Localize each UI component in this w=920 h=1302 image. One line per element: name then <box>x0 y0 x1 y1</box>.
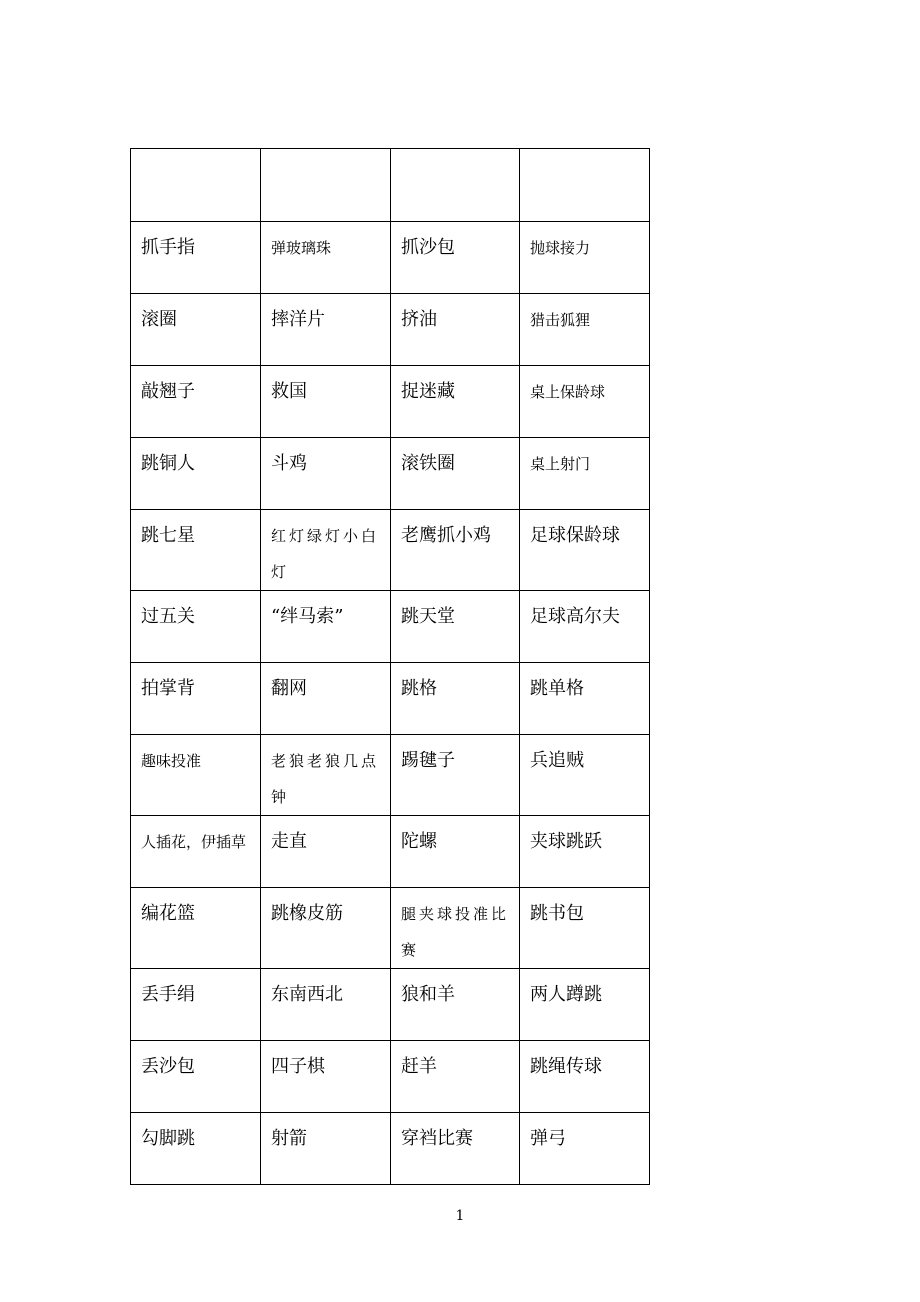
table-cell: 丢沙包 <box>131 1041 261 1113</box>
table-row <box>131 888 650 969</box>
table-row <box>131 294 650 366</box>
table-cell: 跳橡皮筋 <box>261 888 391 969</box>
table-cell: 红灯绿灯小白灯 <box>261 510 391 591</box>
table-cell: 跳格 <box>391 663 520 735</box>
table-row <box>131 1041 650 1113</box>
table-cell: 腿夹球投准比赛 <box>391 888 520 969</box>
table-cell: 救国 <box>261 366 391 438</box>
table-cell: 过五关 <box>131 591 261 663</box>
table-row <box>131 222 650 294</box>
table-cell: 走直 <box>261 816 391 888</box>
table-cell: 编花篮 <box>131 888 261 969</box>
table-cell: 老狼老狼几点钟 <box>261 735 391 816</box>
table-cell: 挤油 <box>391 294 520 366</box>
table-row <box>131 663 650 735</box>
table-cell: 兵追贼 <box>520 735 650 816</box>
table-cell: 抛球接力 <box>520 222 650 294</box>
table-row <box>131 816 650 888</box>
table-cell: 弹弓 <box>520 1113 650 1185</box>
table-cell: 踢毽子 <box>391 735 520 816</box>
table-cell: 四子棋 <box>261 1041 391 1113</box>
table-cell: 敲翘子 <box>131 366 261 438</box>
table-cell: 足球高尔夫 <box>520 591 650 663</box>
table-cell: 捉迷藏 <box>391 366 520 438</box>
table-cell: 人插花，伊插草 <box>131 816 261 888</box>
table-cell: 摔洋片 <box>261 294 391 366</box>
table-cell: 趣味投准 <box>131 735 261 816</box>
table-cell: 跳单格 <box>520 663 650 735</box>
table-cell: “绊马索” <box>261 591 391 663</box>
table-row <box>131 735 650 816</box>
table-cell <box>391 149 520 222</box>
table-cell: 赶羊 <box>391 1041 520 1113</box>
table-cell: 跳书包 <box>520 888 650 969</box>
table-cell: 射箭 <box>261 1113 391 1185</box>
table-cell <box>131 149 261 222</box>
table-cell: 夹球跳跃 <box>520 816 650 888</box>
page-number: 1 <box>455 1208 465 1224</box>
table-cell: 勾脚跳 <box>131 1113 261 1185</box>
table-cell: 拍掌背 <box>131 663 261 735</box>
table-header-row <box>131 149 650 222</box>
table-cell: 两人蹲跳 <box>520 969 650 1041</box>
table-row <box>131 969 650 1041</box>
table-cell: 抓手指 <box>131 222 261 294</box>
table-row <box>131 366 650 438</box>
table-cell: 猎击狐狸 <box>520 294 650 366</box>
table-cell: 弹玻璃珠 <box>261 222 391 294</box>
table-cell: 跳绳传球 <box>520 1041 650 1113</box>
games-table <box>130 148 650 1185</box>
table-cell: 抓沙包 <box>391 222 520 294</box>
table-row <box>131 510 650 591</box>
table-cell: 陀螺 <box>391 816 520 888</box>
table-cell: 桌上射门 <box>520 438 650 510</box>
table-cell: 翻网 <box>261 663 391 735</box>
table-cell: 穿裆比赛 <box>391 1113 520 1185</box>
table-cell: 跳天堂 <box>391 591 520 663</box>
table-row <box>131 438 650 510</box>
table-cell: 东南西北 <box>261 969 391 1041</box>
table-row <box>131 591 650 663</box>
table-cell: 斗鸡 <box>261 438 391 510</box>
table-cell: 丢手绢 <box>131 969 261 1041</box>
table-cell: 跳铜人 <box>131 438 261 510</box>
table-cell: 滚圈 <box>131 294 261 366</box>
table-cell: 老鹰抓小鸡 <box>391 510 520 591</box>
table-cell: 跳七星 <box>131 510 261 591</box>
table-cell: 滚铁圈 <box>391 438 520 510</box>
table-cell: 狼和羊 <box>391 969 520 1041</box>
table-cell <box>261 149 391 222</box>
table-cell <box>520 149 650 222</box>
table-cell: 足球保龄球 <box>520 510 650 591</box>
table-row <box>131 1113 650 1185</box>
table-cell: 桌上保龄球 <box>520 366 650 438</box>
